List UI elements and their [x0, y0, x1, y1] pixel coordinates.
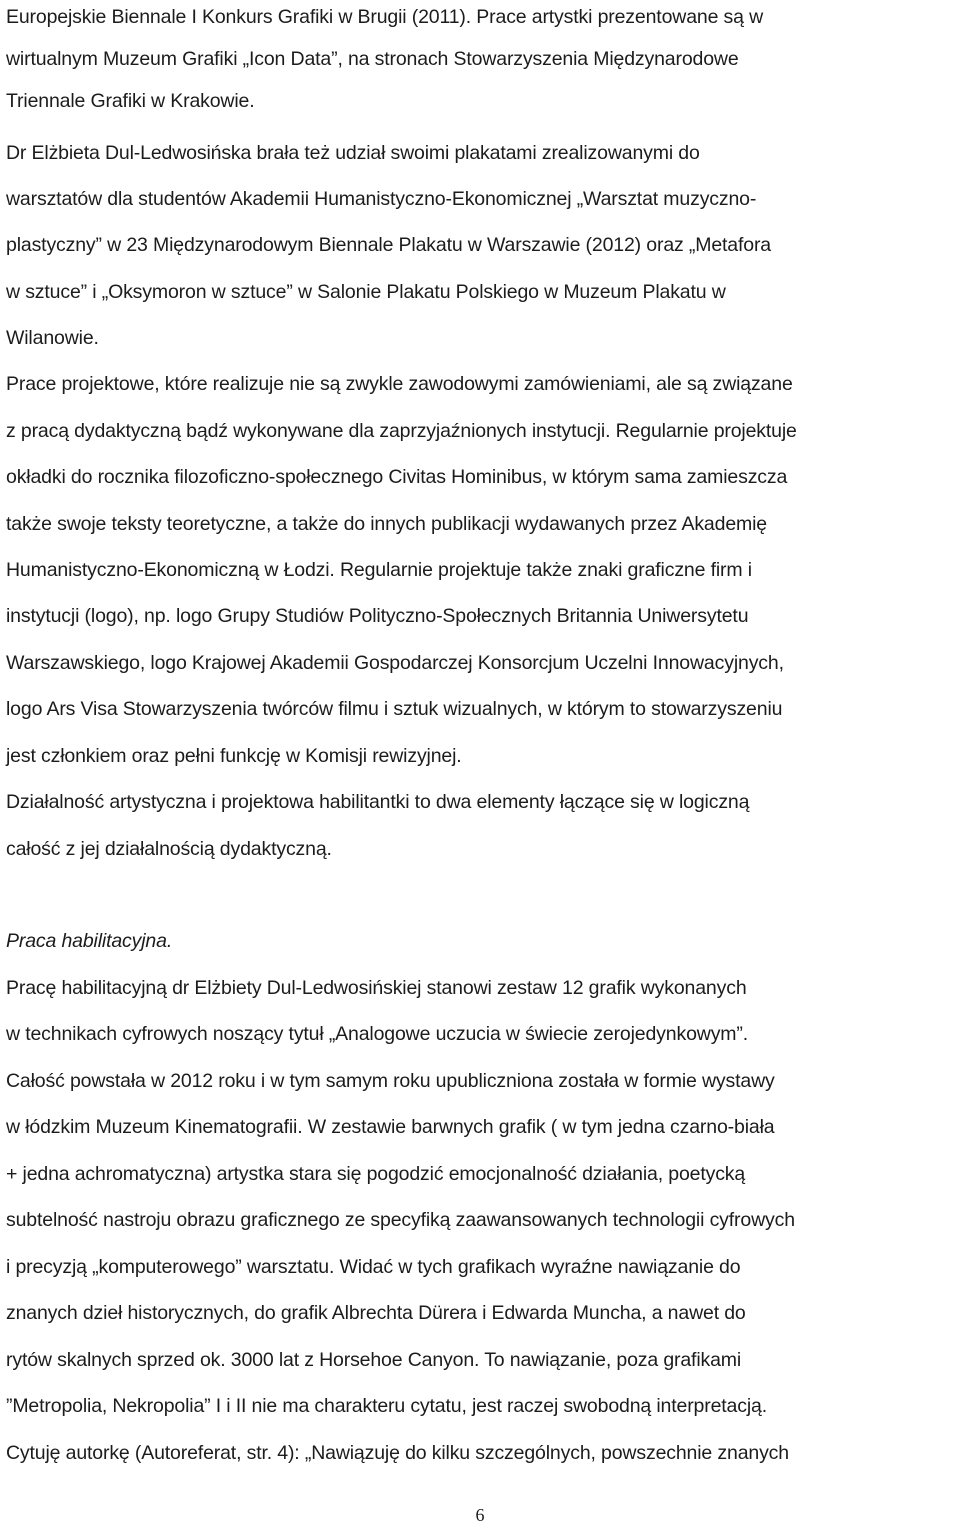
text-line: ”Metropolia, Nekropolia” I i II nie ma charakteru cytatu, jest raczej swobodną interpretacją.: [6, 1395, 767, 1417]
text-line: z pracą dydaktyczną bądź wykonywane dla zaprzyjaźnionych instytucji. Regularnie projektuje: [6, 420, 797, 442]
text-line: także swoje teksty teoretyczne, a także do innych publikacji wydawanych przez Akademię: [6, 513, 767, 535]
text-line: Humanistyczno-Ekonomiczną w Łodzi. Regularnie projektuje także znaki graficzne firm i: [6, 559, 752, 581]
text-line: okładki do rocznika filozoficzno-społecznego Civitas Hominibus, w którym sama zamieszcza: [6, 466, 788, 488]
text-line: plastyczny” w 23 Międzynarodowym Biennale Plakatu w Warszawie (2012) oraz „Metafora: [6, 234, 771, 256]
text-line: subtelność nastroju obrazu graficznego ze specyfiką zaawansowanych technologii cyfrowych: [6, 1209, 795, 1231]
text-line: Warszawskiego, logo Krajowej Akademii Gospodarczej Konsorcjum Uczelni Innowacyjnych,: [6, 652, 784, 674]
text-line: Pracę habilitacyjną dr Elżbiety Dul-Ledwosińskiej stanowi zestaw 12 grafik wykonanych: [6, 977, 747, 999]
text-line: znanych dzieł historycznych, do grafik Albrechta Dürera i Edwarda Muncha, a nawet do: [6, 1302, 746, 1324]
text-line: całość z jej działalnością dydaktyczną.: [6, 838, 332, 860]
text-line: Wilanowie.: [6, 327, 99, 349]
text-line: wirtualnym Muzeum Grafiki „Icon Data”, na stronach Stowarzyszenia Międzynarodowe: [6, 48, 739, 70]
text-line: Europejskie Biennale I Konkurs Grafiki w Brugii (2011). Prace artystki prezentowane są w: [6, 6, 764, 28]
text-line: Triennale Grafiki w Krakowie.: [6, 90, 255, 112]
text-line: jest członkiem oraz pełni funkcję w Komisji rewizyjnej.: [6, 745, 462, 767]
text-line: i precyzją „komputerowego” warsztatu. Widać w tych grafikach wyraźne nawiązanie do: [6, 1256, 741, 1278]
text-line: Cytuję autorkę (Autoreferat, str. 4): „Nawiązuję do kilku szczególnych, powszechnie znanych: [6, 1442, 789, 1464]
text-line: Całość powstała w 2012 roku i w tym samym roku upubliczniona została w formie wystawy: [6, 1070, 775, 1092]
text-line: warsztatów dla studentów Akademii Humanistyczno-Ekonomicznej „Warsztat muzyczno-: [6, 188, 757, 210]
page-number: 6: [475, 1505, 485, 1525]
text-line: Prace projektowe, które realizuje nie są zwykle zawodowymi zamówieniami, ale są związane: [6, 373, 793, 395]
text-line: w technikach cyfrowych noszący tytuł „Analogowe uczucia w świecie zerojedynkowym”.: [6, 1023, 749, 1045]
text-line: + jedna achromatyczna) artystka stara się pogodzić emocjonalność działania, poetycką: [6, 1163, 746, 1185]
text-line: Dr Elżbieta Dul-Ledwosińska brała też udział swoimi plakatami zrealizowanymi do: [6, 142, 700, 164]
text-line: w łódzkim Muzeum Kinematografii. W zestawie barwnych grafik ( w tym jedna czarno-biała: [6, 1116, 775, 1138]
text-line: rytów skalnych sprzed ok. 3000 lat z Horsehoe Canyon. To nawiązanie, poza grafikami: [6, 1349, 742, 1371]
text-line: w sztuce” i „Oksymoron w sztuce” w Salonie Plakatu Polskiego w Muzeum Plakatu w: [6, 281, 726, 303]
text-line: Działalność artystyczna i projektowa habilitantki to dwa elementy łączące się w logiczną: [6, 791, 750, 813]
section-heading: Praca habilitacyjna.: [6, 930, 173, 952]
text-line: logo Ars Visa Stowarzyszenia twórców filmu i sztuk wizualnych, w którym to stowarzyszeniu: [6, 698, 783, 720]
text-line: instytucji (logo), np. logo Grupy Studiów Polityczno-Społecznych Britannia Uniwersytetu: [6, 605, 749, 627]
